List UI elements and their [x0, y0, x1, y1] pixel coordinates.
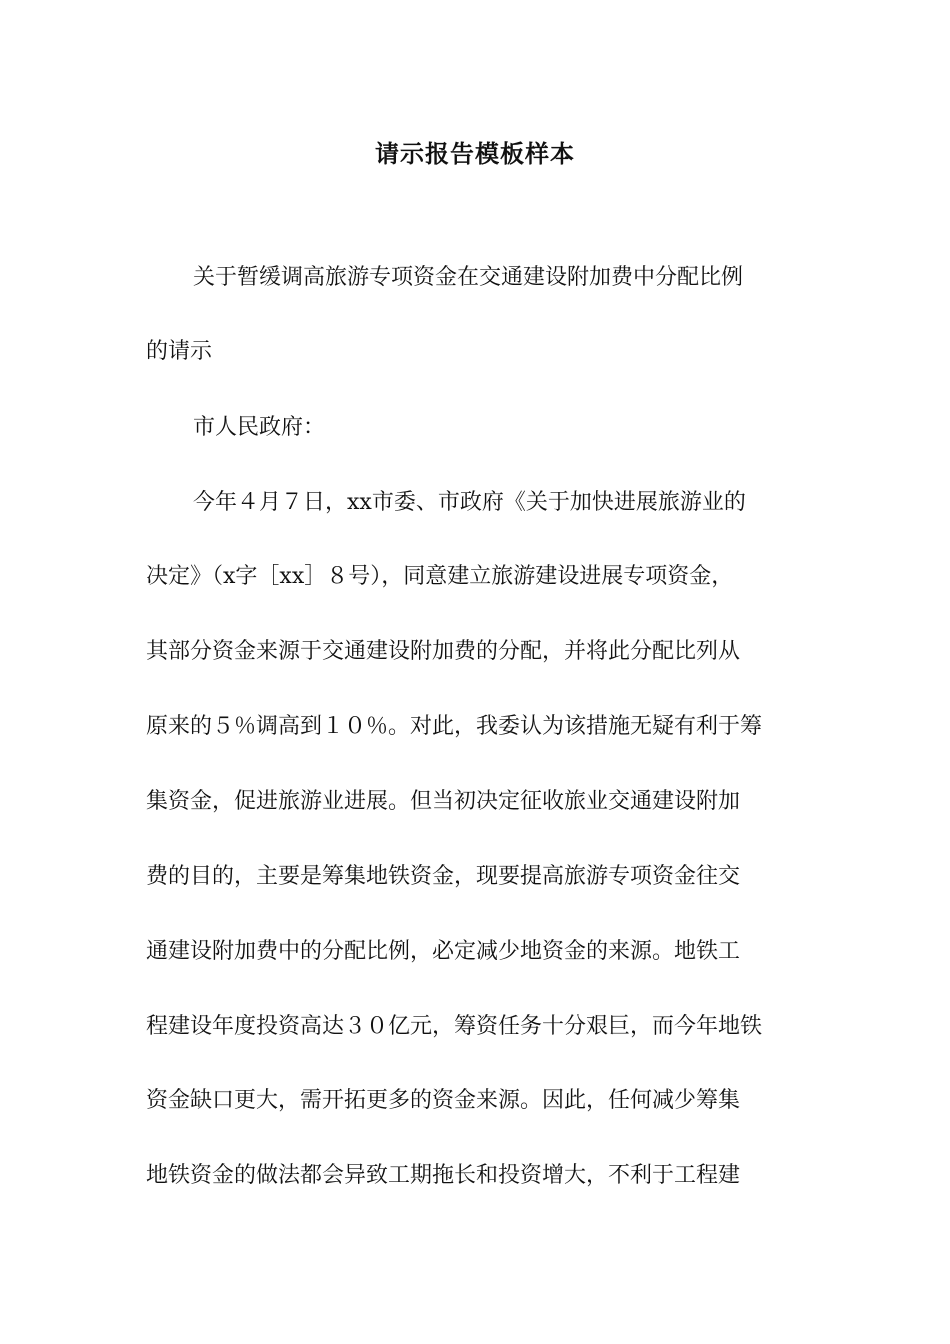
body-line-5: 集资金，促进旅游业进展。但当初决定征收旅业交通建设附加	[146, 789, 741, 814]
body-line-1: 今年４月７日，xx市委、市政府《关于加快进展旅游业的	[193, 490, 746, 515]
body-line-10: 地铁资金的做法都会异致工期拖长和投资增大，不利于工程建	[146, 1163, 741, 1188]
body-line-9: 资金缺口更大，需开拓更多的资金来源。因此，任何减少筹集	[146, 1088, 741, 1113]
document-title: 请示报告模板样本	[375, 139, 575, 168]
subject-line-1: 关于暂缓调高旅游专项资金在交通建设附加费中分配比例	[193, 265, 744, 290]
salutation: 市人民政府：	[193, 415, 326, 440]
body-line-7: 通建设附加费中的分配比例，必定减少地资金的来源。地铁工	[146, 939, 741, 964]
subject-line-2: 的请示	[146, 339, 213, 364]
body-line-6: 费的目的，主要是筹集地铁资金，现要提高旅游专项资金往交	[146, 864, 741, 889]
body-line-2: 决定》（x字［xx］８号），同意建立旅游建设进展专项资金，	[146, 564, 734, 589]
body-line-8: 程建设年度投资高达３０亿元，筹资任务十分艰巨，而今年地铁	[146, 1014, 763, 1039]
body-line-3: 其部分资金来源于交通建设附加费的分配，并将此分配比列从	[146, 639, 741, 664]
body-line-4: 原来的５％调高到１０％。对此，我委认为该措施无疑有利于筹	[146, 714, 763, 739]
